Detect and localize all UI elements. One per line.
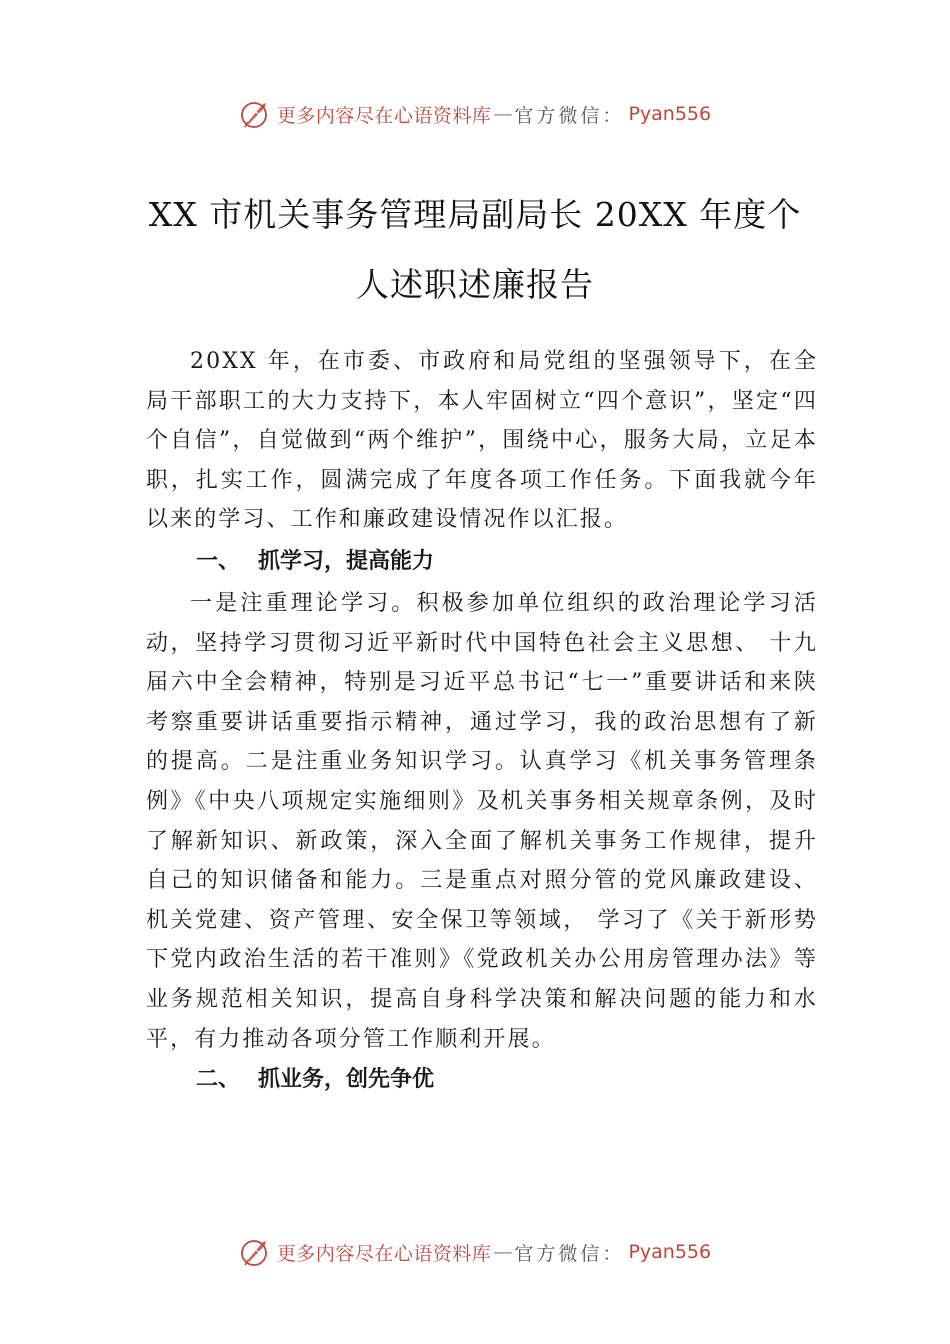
watermark-dash: — [493, 103, 513, 125]
watermark-wechat-id: Pyan556 [628, 103, 712, 125]
watermark-wechat-id: Pyan556 [628, 1241, 712, 1263]
section-1-paragraph: 一是注重理论学习。积极参加单位组织的政治理论学习活动，坚持学习贯彻习近平新时代中国特色社会主义思想、 十九届六中全会精神，特别是习近平总书记“七一”重要讲话和来陕考察重要讲话重要指示精神，通过学习，我的政治思想有了新的提高。二是注重业务知识学习。认真学习《机关事务管理条例》《中央八项规定实施细则》及机关事务相关规章条例，及时了解新知识、新政策，深入全面了解机关事务工作规律，提升自己的知识储备和能力。三是重点对照分管的党风廉政建设、机关党建、资产管理、安全保卫等领域， 学习了《关于新形势下党内政治生活的若干准则》《党政机关办公用房管理办法》等业务规范相关知识，提高自身科学决策和解决问题的能力和水平，有力推动各项分管工作顺利开展。 [146, 590, 818, 1052]
section-2-heading [146, 1060, 818, 1100]
section-2-number: 二、 [196, 1067, 241, 1093]
section-1-heading [146, 542, 818, 582]
watermark-official-label: 官方微信： [514, 1242, 625, 1265]
section-1-title: 抓学习，提高能力 [258, 548, 435, 574]
watermark-dash: — [493, 1241, 513, 1263]
document-title [140, 180, 810, 320]
title-line-1: XX 市机关事务管理局副局长 20XX 年度个 [148, 195, 802, 234]
watermark-official-label: 官方微信： [514, 104, 625, 127]
watermark-site-name: 更多内容尽在心语资料库 [276, 1242, 492, 1265]
header-watermark [0, 94, 950, 134]
intro-paragraph: 20XX 年，在市委、市政府和局党组的坚强领导下，在全局干部职工的大力支持下，本人牢固树立“四个意识”，坚定“四个自信”，自觉做到“两个维护”，围绕中心，服务大局，立足本职，扎实工作，圆满完成了年度各项工作任务。下面我就今年以来的学习、工作和廉政建设情况作以汇报。 [146, 349, 818, 533]
footer-watermark [0, 1232, 950, 1272]
section-1-number: 一、 [196, 548, 241, 574]
document-body [146, 342, 818, 1100]
section-2-title: 抓业务，创先争优 [258, 1067, 435, 1093]
quill-pen-icon [239, 1236, 271, 1268]
quill-pen-icon [239, 98, 271, 130]
title-line-2: 人述职述廉报告 [356, 265, 594, 304]
watermark-site-name: 更多内容尽在心语资料库 [276, 104, 492, 127]
